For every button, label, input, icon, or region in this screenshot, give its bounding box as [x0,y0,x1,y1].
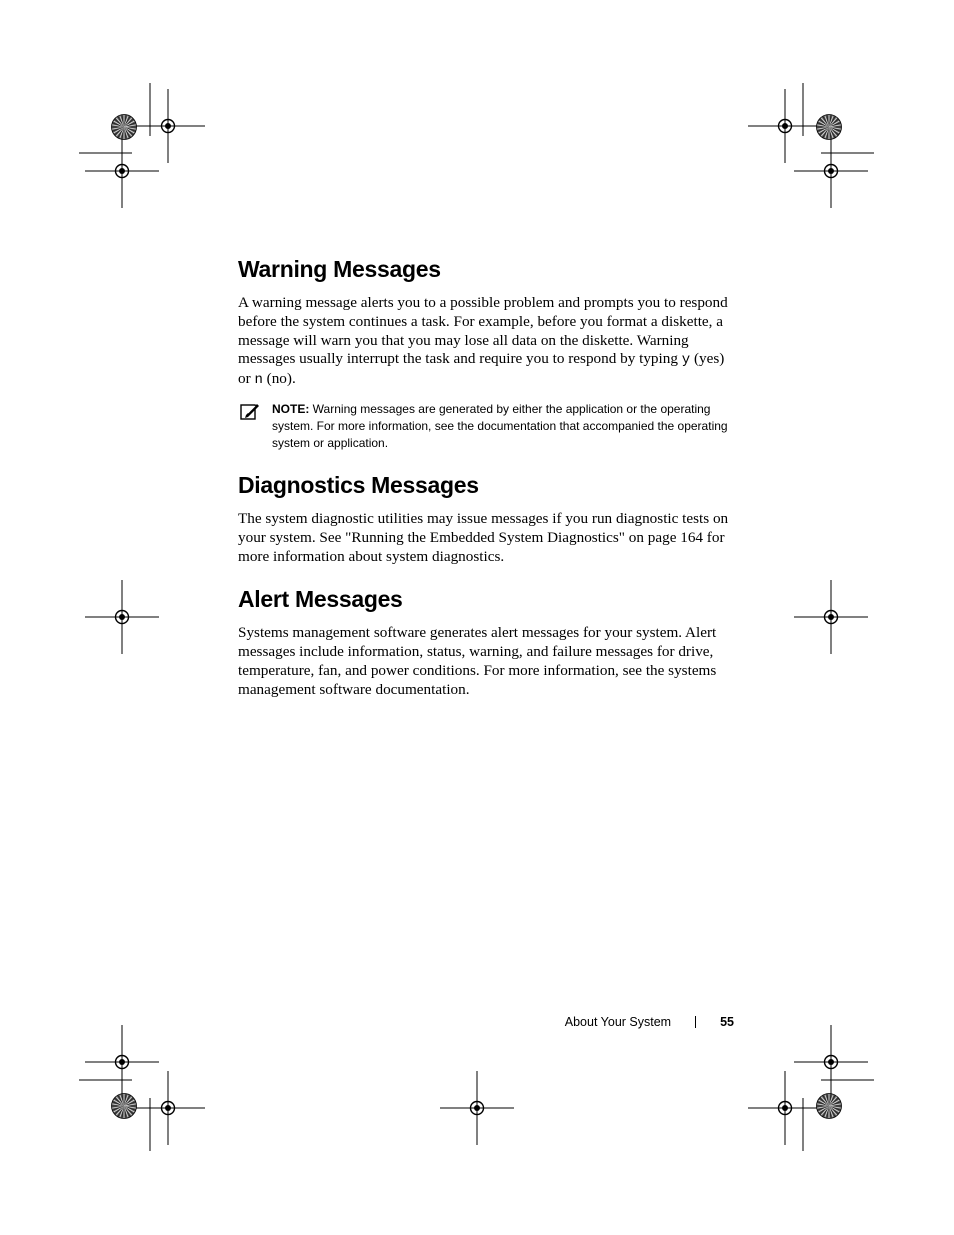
heading-warning-messages: Warning Messages [238,256,441,282]
warning-text-before: A warning message alerts you to a possible problem and prompts you to respond before the system continues a task. For example, before you format a diskette, a message will warn you that you may lose all data on the diskette. Warning messages usually interrupt the task and require you to respond by typing [238,294,728,368]
footer-chapter-title: About Your System [564,1015,672,1029]
heading-diagnostics-messages: Diagnostics Messages [238,471,479,498]
section-alert-messages [238,584,738,699]
heading-alert-messages: Alert Messages [238,586,403,613]
warning-paragraph [238,294,738,390]
diagnostics-paragraph: The system diagnostic utilities may issue messages if you run diagnostic tests on your system. See "Running the Embedded System Diagnostics" on page 164 for more information about system diagnostics. [238,509,729,565]
page-body [238,254,738,700]
page-number: 55 [720,1015,734,1029]
section-warning-messages [238,254,738,452]
warning-text-mid: (yes) or [238,350,725,388]
note-body: Warning messages are generated by either the application or the operating system. For more information, see the documentation that accompanied the operating system or application. [272,401,728,450]
note-label: NOTE: [272,401,310,416]
note-text [272,401,738,452]
note-box [238,401,738,452]
note-pencil-icon [240,402,260,420]
code-n: n [254,372,263,389]
page-footer [520,1015,734,1029]
section-diagnostics-messages [238,470,738,566]
footer-separator [695,1016,696,1028]
code-y: y [681,352,691,369]
warning-text-after: (no). [262,370,296,388]
alert-paragraph: Systems management software generates alert messages for your system. Alert messages include information, status, warning, and failure messages for drive, temperature, fan, and power conditions. For more information, see the systems management software documentation. [238,624,717,698]
